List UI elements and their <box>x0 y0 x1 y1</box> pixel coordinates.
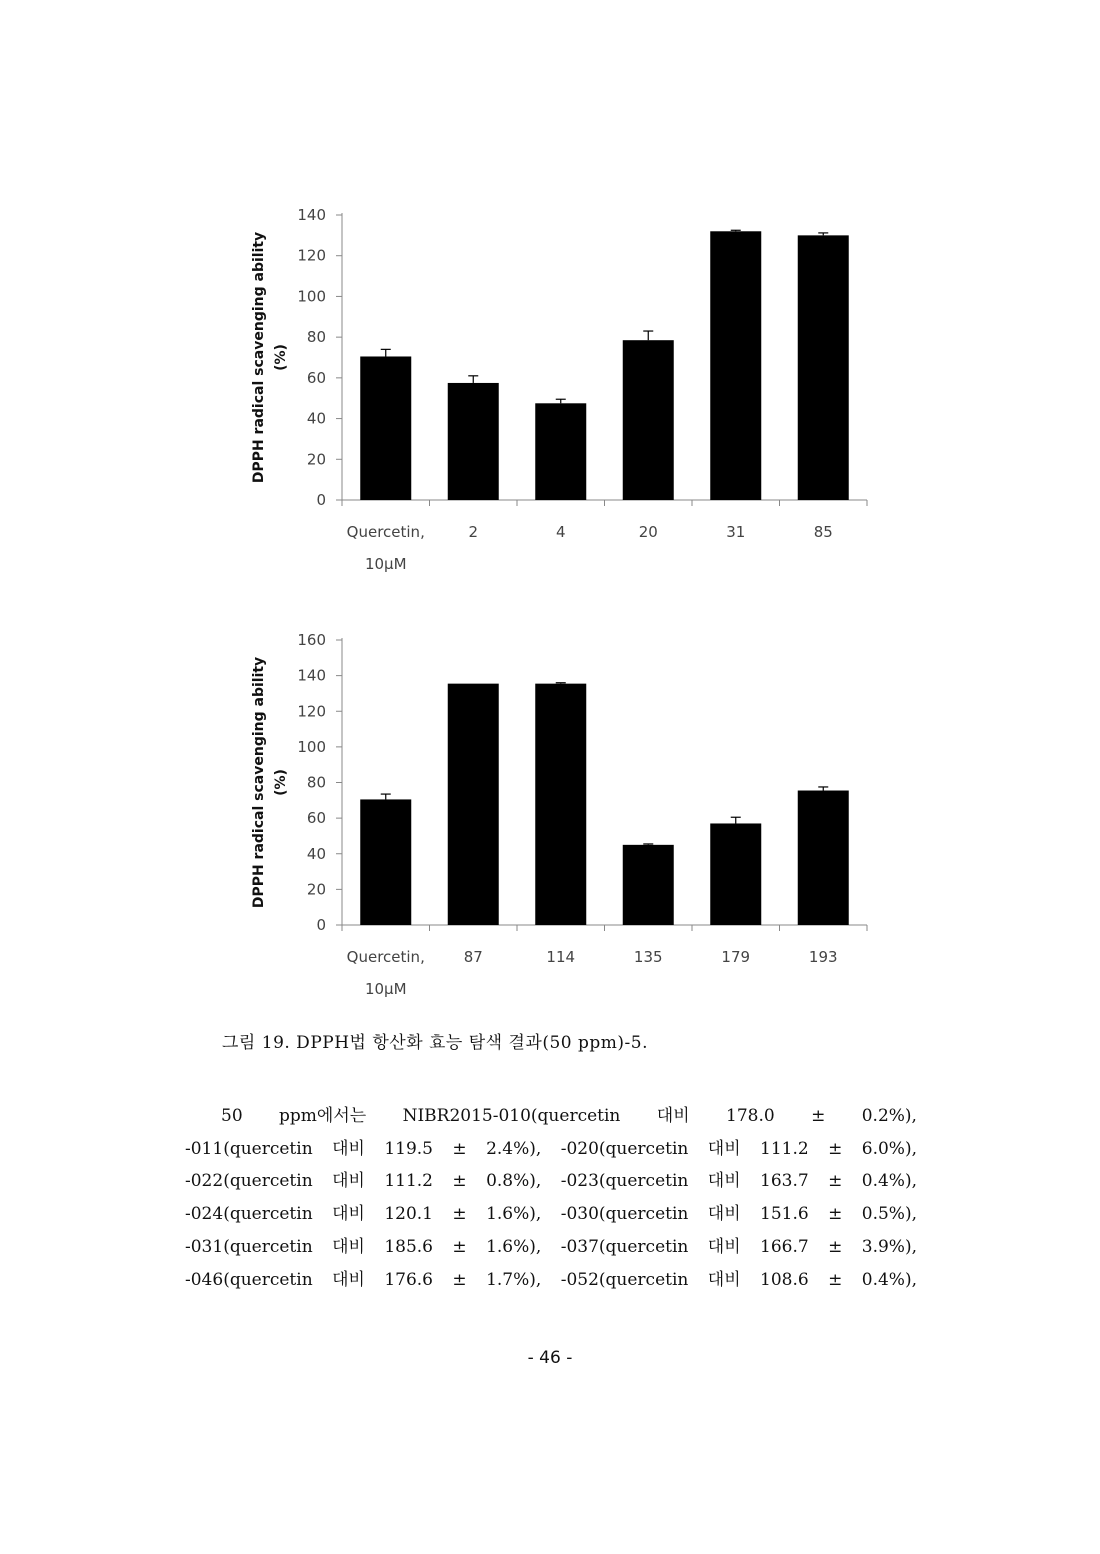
x-tick-label: 85 <box>813 523 833 541</box>
body-word: 178.0 <box>726 1106 775 1126</box>
body-word: ± <box>452 1171 467 1192</box>
bar <box>798 235 849 500</box>
body-word: 3.9%), <box>861 1236 917 1257</box>
body-word: 대비 <box>707 1138 741 1159</box>
body-word: ± <box>811 1106 826 1126</box>
body-word: 108.6 <box>760 1269 809 1290</box>
dpph-chart-2-svg <box>230 620 890 1020</box>
y-tick-label: 80 <box>306 328 326 347</box>
y-tick-label: 40 <box>306 844 326 863</box>
bar <box>448 383 499 500</box>
body-word: 6.0%), <box>861 1138 917 1159</box>
body-line <box>185 1100 917 1133</box>
body-word: 대비 <box>332 1204 365 1225</box>
y-tick-label: 100 <box>297 287 326 306</box>
body-word: 대비 <box>332 1171 365 1192</box>
x-tick-label: Quercetin, <box>346 948 425 966</box>
x-tick-label: Quercetin, <box>346 523 425 541</box>
y-tick-label: 80 <box>306 773 326 792</box>
body-word: 0.4%), <box>861 1269 917 1290</box>
body-word: -046(quercetin <box>185 1269 313 1290</box>
y-tick-label: 120 <box>297 246 326 265</box>
body-word: ± <box>828 1204 843 1225</box>
dpph-chart-2 <box>230 620 890 1020</box>
page-number: - 46 - <box>527 1348 573 1368</box>
y-tick-label: 60 <box>306 368 326 387</box>
body-word: -023(quercetin <box>560 1171 689 1192</box>
bar <box>448 684 499 925</box>
body-word: 1.6%), <box>486 1204 542 1225</box>
body-word: 185.6 <box>384 1236 433 1257</box>
body-line <box>185 1165 917 1198</box>
bar <box>623 845 674 925</box>
body-word: 대비 <box>707 1236 741 1257</box>
y-axis-unit: (%) <box>273 769 289 796</box>
bar <box>623 340 674 500</box>
body-word: -030(quercetin <box>560 1204 689 1225</box>
x-tick-label: 135 <box>633 948 663 966</box>
y-tick-label: 60 <box>306 809 326 828</box>
body-word: 0.2%), <box>861 1106 917 1126</box>
body-word: 대비 <box>707 1269 741 1290</box>
y-tick-label: 0 <box>316 491 326 509</box>
body-word: 0.8%), <box>486 1171 542 1192</box>
body-line <box>185 1198 917 1231</box>
y-tick-label: 20 <box>306 880 326 899</box>
body-word: 163.7 <box>760 1171 809 1192</box>
bar <box>710 823 761 925</box>
body-word: 111.2 <box>760 1138 809 1159</box>
body-word: -037(quercetin <box>560 1236 689 1257</box>
x-tick-label: 87 <box>463 948 483 966</box>
body-word: 0.4%), <box>861 1171 917 1192</box>
body-word: -020(quercetin <box>560 1138 689 1159</box>
body-word: 2.4%), <box>486 1138 542 1159</box>
x-tick-label: 4 <box>555 523 566 541</box>
body-line <box>185 1264 917 1297</box>
bar <box>710 231 761 500</box>
body-word: 119.5 <box>384 1138 433 1159</box>
bar <box>360 356 411 500</box>
body-word: ± <box>828 1138 843 1159</box>
body-word: ± <box>828 1269 843 1290</box>
body-word: -052(quercetin <box>560 1269 689 1290</box>
y-tick-label: 20 <box>306 450 326 469</box>
y-tick-label: 100 <box>297 737 326 756</box>
body-word: 1.6%), <box>486 1236 542 1257</box>
body-word: ± <box>452 1269 467 1290</box>
body-line <box>185 1133 917 1166</box>
y-tick-label: 40 <box>306 409 326 428</box>
body-word: 151.6 <box>760 1204 809 1225</box>
body-word: 50 <box>221 1106 243 1126</box>
y-tick-label: 120 <box>297 702 326 721</box>
body-word: ± <box>452 1138 467 1159</box>
dpph-chart-1-svg <box>230 195 890 595</box>
x-tick-label: 10μM <box>364 980 407 998</box>
body-word: 대비 <box>656 1106 690 1126</box>
y-tick-label: 0 <box>316 916 326 934</box>
x-tick-label: 179 <box>721 948 751 966</box>
body-word: -024(quercetin <box>185 1204 313 1225</box>
x-tick-label: 31 <box>726 523 746 541</box>
body-word: -022(quercetin <box>185 1171 313 1192</box>
body-word: 대비 <box>332 1138 365 1159</box>
body-word: 1.7%), <box>486 1269 542 1290</box>
bar <box>360 799 411 925</box>
y-axis-unit: (%) <box>273 344 289 371</box>
body-word: ± <box>828 1171 843 1192</box>
body-word: 111.2 <box>384 1171 433 1192</box>
body-word: ± <box>452 1236 467 1257</box>
body-word: NIBR2015-010(quercetin <box>402 1106 621 1126</box>
y-tick-label: 140 <box>297 666 326 685</box>
bar <box>535 684 586 925</box>
x-tick-label: 20 <box>638 523 658 541</box>
x-tick-label: 114 <box>546 948 576 966</box>
figure-caption: 그림 19. DPPH법 항산화 효능 탐색 결과(50 ppm)-5. <box>222 1033 649 1053</box>
body-word: ppm에서는 <box>279 1106 367 1126</box>
body-paragraph <box>185 1100 917 1296</box>
x-tick-label: 2 <box>468 523 479 541</box>
body-word: 120.1 <box>384 1204 433 1225</box>
body-word: 166.7 <box>760 1236 809 1257</box>
bar <box>798 791 849 925</box>
body-word: 대비 <box>332 1236 365 1257</box>
body-word: 대비 <box>707 1171 741 1192</box>
body-word: ± <box>828 1236 843 1257</box>
y-tick-label: 140 <box>297 206 326 224</box>
y-axis-label: DPPH radical scavenging ability <box>251 231 267 484</box>
body-word: -031(quercetin <box>185 1236 313 1257</box>
body-word: 대비 <box>707 1204 741 1225</box>
dpph-chart-1 <box>230 195 890 595</box>
body-word: 0.5%), <box>861 1204 917 1225</box>
y-axis-label: DPPH radical scavenging ability <box>251 656 267 909</box>
body-word: -011(quercetin <box>185 1138 313 1159</box>
x-tick-label: 10μM <box>364 555 407 573</box>
y-tick-label: 160 <box>297 631 326 649</box>
x-tick-label: 193 <box>808 948 838 966</box>
bar <box>535 403 586 500</box>
body-word: ± <box>452 1204 467 1225</box>
body-word: 대비 <box>332 1269 365 1290</box>
body-line <box>185 1231 917 1264</box>
body-word: 176.6 <box>384 1269 433 1290</box>
